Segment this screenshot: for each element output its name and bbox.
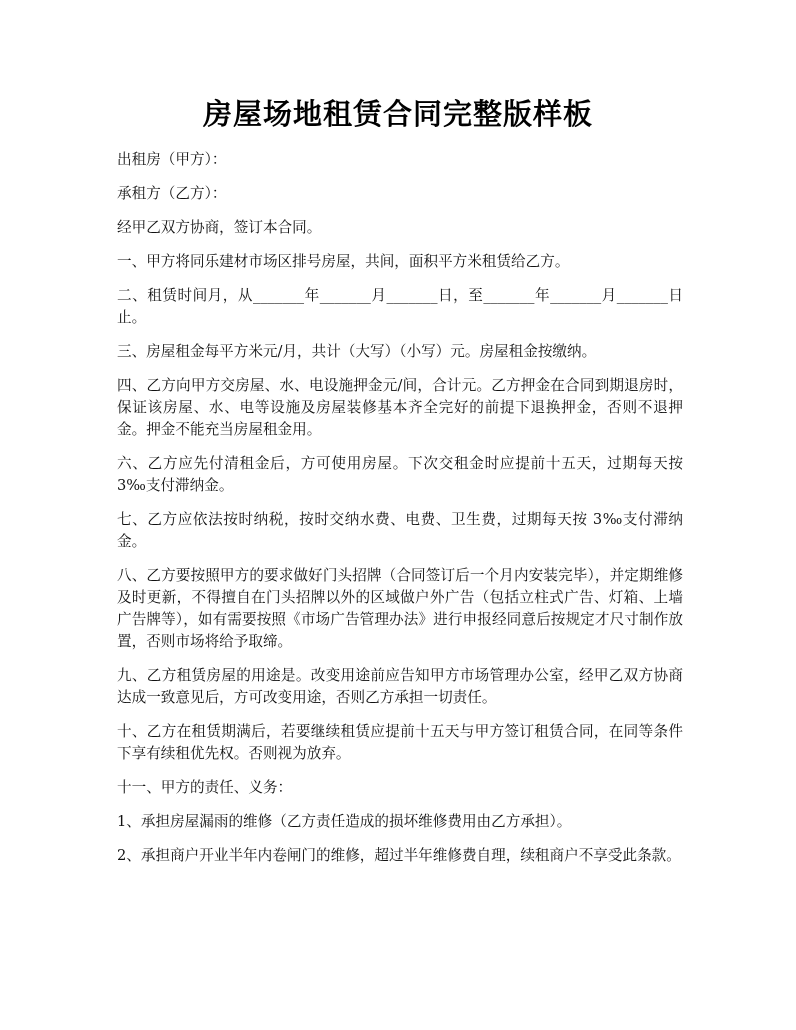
clause-8: 八、乙方要按照甲方的要求做好门头招牌（合同签订后一个月内安装完毕），并定期维修及时更新，不得擅自在门头招牌以外的区域做户外广告（包括立柱式广告、灯箱、上墙广告牌等），如有需要按照《市场广告管理办法》进行申报经同意后按规定才尺寸制作放置，否则市场将给予取缔。 bbox=[117, 567, 683, 650]
clause-4: 四、乙方向甲方交房屋、水、电设施押金元/间，合计元。乙方押金在合同到期退房时，保证该房屋、水、电等设施及房屋装修基本齐全完好的前提下退换押金，否则不退押金。押金不能充当房屋租金用。 bbox=[117, 377, 683, 438]
party-a-line: 出租房（甲方）： bbox=[117, 151, 227, 168]
clause-9: 九、乙方租赁房屋的用途是。改变用途前应告知甲方市场管理办公室，经甲乙双方协商达成一致意见后，方可改变用途，否则乙方承担一切责任。 bbox=[117, 667, 683, 706]
clause-11-item-1: 1、承担房屋漏雨的维修（乙方责任造成的损坏维修费用由乙方承担）。 bbox=[117, 813, 572, 830]
document-body bbox=[117, 149, 683, 879]
clause-1: 一、甲方将同乐建材市场区排号房屋，共间，面积平方米租赁给乙方。 bbox=[117, 253, 570, 270]
clause-2: 二、租赁时间月，从_______年_______月_______日，至_______年_______月_______日止。 bbox=[117, 287, 683, 326]
clause-10: 十、乙方在租赁期满后，若要继续租赁应提前十五天与甲方签订租赁合同，在同等条件下享有续租优先权。否则视为放弃。 bbox=[117, 723, 683, 762]
agreement-intro: 经甲乙双方协商，签订本合同。 bbox=[117, 219, 322, 236]
clause-11-heading: 十一、甲方的责任、义务： bbox=[117, 779, 293, 796]
clause-3: 三、房屋租金每平方米元/月，共计（大写）（小写）元。房屋租金按缴纳。 bbox=[117, 343, 597, 360]
document-title: 房屋场地租赁合同完整版样板 bbox=[202, 97, 593, 131]
clause-7: 七、乙方应依法按时纳税，按时交纳水费、电费、卫生费，过期每天按 3‰支付滞纳金。 bbox=[117, 511, 683, 550]
clause-11-item-2: 2、承担商户开业半年内卷闸门的维修，超过半年维修费自理，续租商户不享受此条款。 bbox=[117, 847, 681, 864]
clause-6: 六、乙方应先付清租金后，方可使用房屋。下次交租金时应提前十五天，过期每天按 3‰支付滞纳金。 bbox=[117, 455, 683, 494]
party-b-line: 承租方（乙方）： bbox=[117, 185, 227, 202]
